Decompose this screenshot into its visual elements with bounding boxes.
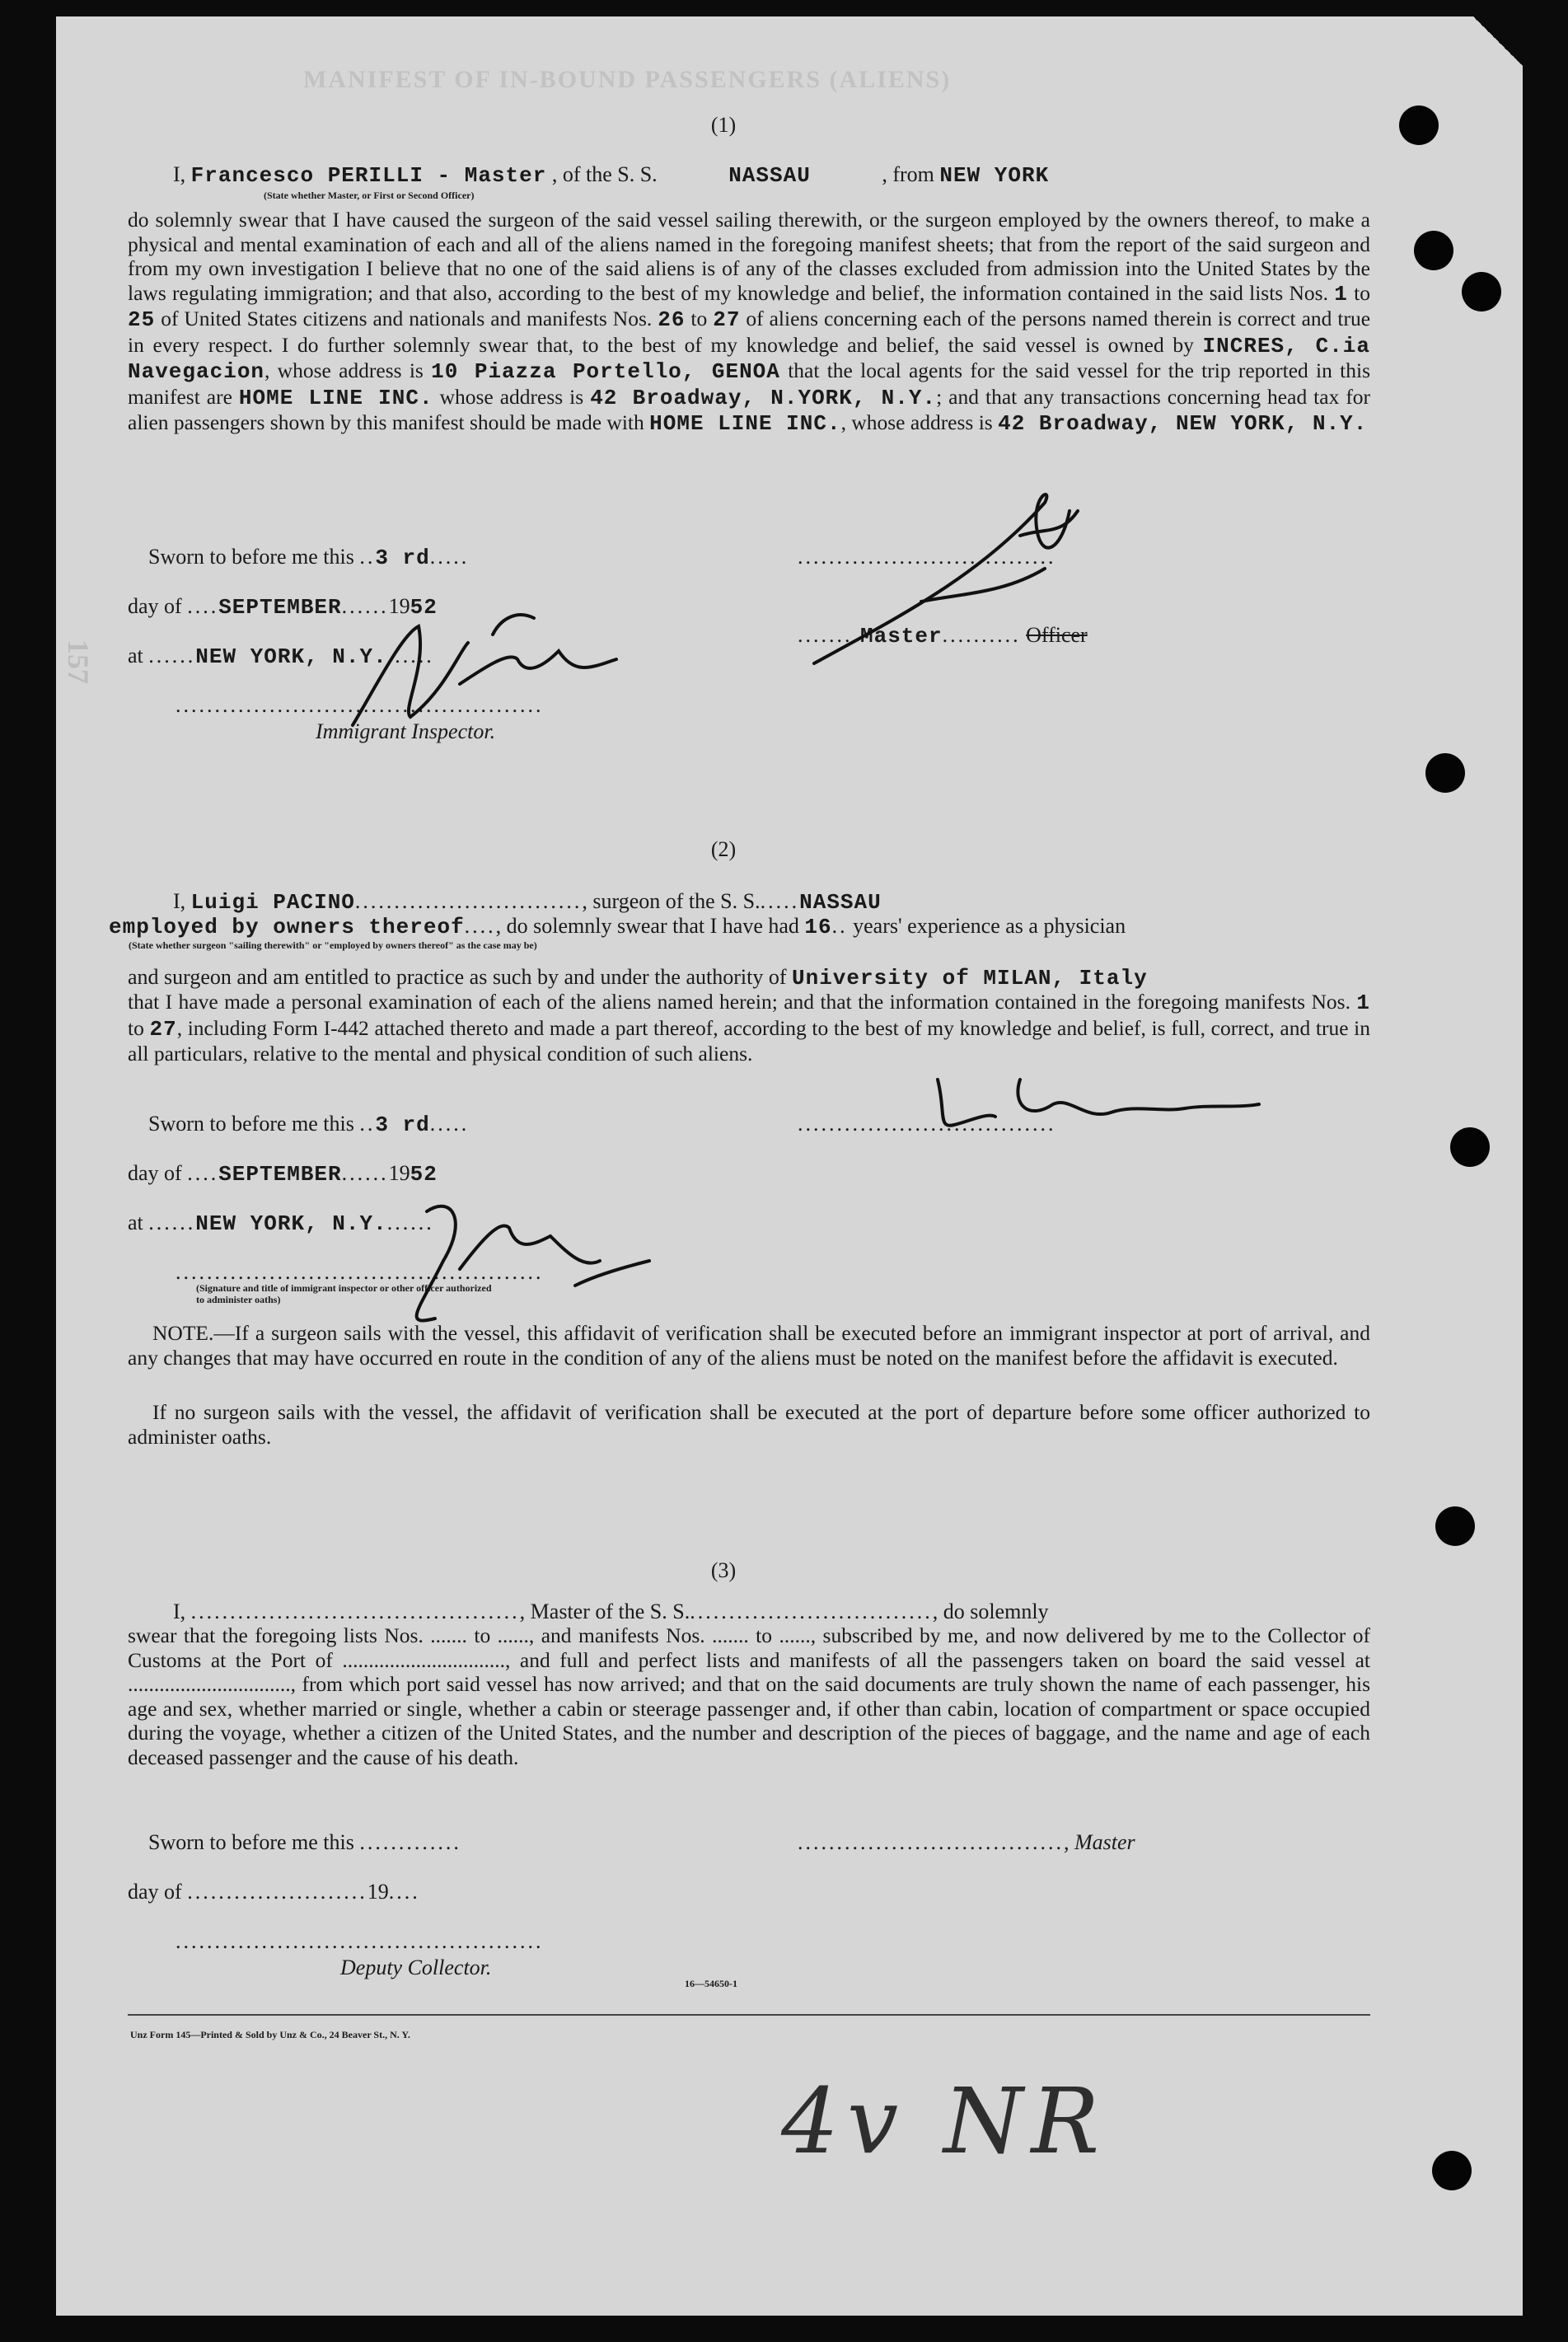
deputy-dotted: ............................................... [176,1929,544,1953]
text: , do solemnly swear that I have had [495,914,799,938]
place: NEW YORK, N.Y. [195,644,387,669]
sec3-paragraph [128,1623,1370,1769]
text: , whose address is [264,358,424,382]
day-of-line: day of ....SEPTEMBER......1952 [128,1161,438,1187]
officer-struck: Officer [1026,623,1088,647]
manifest-to: 27 [149,1016,177,1042]
text: 19 [388,594,410,618]
field-note: (State whether surgeon "sailing therewith" or "employed by owners thereof" as the case may be) [129,939,537,951]
sworn-day: 3 rd [375,1112,430,1137]
master-name: Francesco PERILLI - Master [190,163,547,188]
footer-rule [128,2014,1370,2016]
sec3-line1: I, .........................................., Master of the S. S................................, do solemnly [173,1600,1049,1623]
text: Sworn to before me this [148,1112,354,1136]
list-from: 1 [1334,281,1348,307]
manifest-from: 1 [1356,991,1371,1015]
text: to [690,307,708,330]
day-of-line: day of .......................19.... [128,1880,420,1904]
master-signature [798,478,1094,667]
deputy-title: Deputy Collector. [340,1956,492,1979]
text: If no surgeon sails with the vessel, the affidavit of verification shall be executed at the port of departure before some officer authorized to administer oaths. [128,1400,1370,1449]
owner-address: 10 Piazza Portello, GENOA [431,359,780,384]
master-sig-line: .................................., Master [798,1830,1135,1854]
vessel-name: NASSAU [728,163,811,188]
section-number: (1) [710,113,737,137]
text: whose address is [439,384,584,409]
list-to: 25 [128,307,156,332]
sec1-paragraph [128,208,1370,437]
year: 52 [410,1162,438,1187]
text: , including Form I-442 attached thereto and made a part thereof, according to the best of my knowledge and belief, is full, correct, and true in all particulars, relative to the mental and physical condition of such aliens. [128,1015,1371,1066]
vessel-name: NASSAU [799,890,882,915]
handwritten-note: 4v NR [781,2068,1108,2174]
sec1-line1 [173,162,1049,189]
text: and surgeon and am entitled to practice as such by and under the authority of [128,965,787,989]
month: SEPTEMBER [218,595,342,620]
form-code: 16—54650-1 [685,1978,737,1989]
punch-hole [1462,272,1501,311]
sec2-paragraph [128,990,1370,1066]
tax-address: 42 Broadway, NEW YORK, N.Y. [998,411,1368,436]
text: I, [173,889,186,913]
sec2-line2: employed by owners thereof...., do solemnly swear that I have had 16.. years' experience as a physician [109,914,1126,939]
master-label: Master [860,624,943,649]
employed-by: employed by owners thereof [109,915,465,939]
text: 19 [367,1880,389,1904]
document-page [56,16,1523,2316]
place: NEW YORK, N.Y. [195,1211,387,1236]
text: of aliens concerning each of the persons named therein is correct and true in every respect. I do further solemnly swear that, to the best of my knowledge and belief, the said vessel is owned by [128,307,1371,357]
authority: University of MILAN, Italy [792,966,1148,991]
text: ; and that any transactions concerning head tax for alien passengers shown by this manifest should be made with [128,384,1371,434]
note-paragraph [128,1321,1370,1370]
master-label: , Master [1064,1830,1135,1854]
field-note: (State whether Master, or First or Second Officer) [264,190,475,201]
text: day of [128,1880,182,1904]
text: , whose address is [840,410,993,434]
vessel-owner: INCRES, C.ia Navegacion [128,333,1371,384]
sec2-line1: I, Luigi PACINO............................., surgeon of the S. S......NASSAU [173,889,882,915]
officer-signature [369,1187,666,1335]
text: Sworn to before me this [148,545,354,569]
punch-hole [1399,105,1439,145]
text: do solemnly swear that I have caused the surgeon of the said vessel sailing therewith, or the surgeon employed by the owners thereof, to make a physical and mental examination of each and all of the aliens named in the foregoing manifest sheets; that from the report of the said surgeon and from my own investigation I believe that no one of the said aliens is of any of the classes excluded from admission into the United States by the laws regulating immigration; and that also, according to the best of my knowledge and belief, the information contained in the said lists Nos. [128,208,1370,305]
inspector-dotted: ............................................... [176,693,544,717]
sworn-line: Sworn to before me this ..3 rd..... [148,1112,470,1137]
text: —If a surgeon sails with the vessel, this affidavit of verification shall be executed before an immigrant inspector at port of arrival, and any changes that may have occurred en route in the condition of any of the aliens must be noted on the manifest before the affidavit is executed. [128,1321,1370,1370]
surgeon-name: Luigi PACINO [190,890,355,915]
sec2-line3 [128,964,1148,991]
note-head: NOTE. [152,1321,214,1345]
text: I, [173,162,186,186]
text: that I have made a personal examination of each of the aliens named herein; and that the information contained in the foregoing manifests Nos. [128,990,1350,1014]
text: day of [128,1161,182,1185]
punch-hole [1414,231,1453,270]
punch-hole [1425,753,1465,793]
punch-hole [1435,1506,1475,1546]
inspector-signature [328,602,658,742]
faded-header: MANIFEST OF IN-BOUND PASSENGERS (ALIENS) [303,66,952,93]
master-sig-dotted: ................................. [798,545,1056,569]
sworn-line: Sworn to before me this ..3 rd..... [148,545,470,570]
manifest-from: 26 [658,307,686,332]
text: at [128,1211,143,1234]
text: to [128,1015,144,1040]
section-number: (3) [710,1558,737,1582]
sworn-day: 3 rd [375,546,430,570]
from-port: NEW YORK [939,163,1050,188]
text: , from [882,162,934,186]
master-signature-line: ........Master.......... Officer [798,623,1088,649]
text: , Master of the S. S. [519,1600,690,1623]
inspector-title: Immigrant Inspector. [316,719,496,743]
text: 19 [388,1161,410,1185]
punch-hole [1432,2151,1472,2190]
year: 52 [410,595,438,620]
section-number: (2) [710,837,737,861]
punch-hole [1450,1127,1490,1167]
manifest-to: 27 [713,307,741,332]
local-agents: HOME LINE INC. [238,385,433,410]
text: years' experience as a physician [853,914,1126,938]
surgeon-signature [921,1063,1267,1137]
text: to [1354,280,1371,305]
text: of United States citizens and nationals and manifests Nos. [161,307,653,330]
officer-dotted: ............................................... [176,1260,544,1284]
text: I, [173,1600,186,1623]
agent-address: 42 Broadway, N.YORK, N.Y. [590,385,937,410]
text: at [128,644,143,667]
day-of-line: day of ....SEPTEMBER......1952 [128,594,438,620]
text: , of the S. S. [551,162,658,186]
text: day of [128,594,182,618]
sworn-line: Sworn to before me this ............. [148,1830,461,1854]
text: , do solemnly [932,1600,1049,1623]
signature-note: (Signature and title of immigrant inspector or other officer authorized to administer oaths) [196,1282,492,1305]
tax-agent: HOME LINE INC. [649,411,841,436]
text: swear that the foregoing lists Nos. ....... to ......, and manifests Nos. ....... to ......, subscribed by me, and now delivered by me to the Collector of Customs at the Port of ..............................., and full and perfect lists and manifests of all the passengers taken on board the said vessel at ..............................., from which port said vessel has now arrived; and that on the said documents are truly shown the name of each passenger, his age and sex, whether married or single, whether a cabin or steerage passenger and, if other than cabin, location of compartment or space occupied during the voyage, whether a citizen of the United States, and the number and description of the pieces of baggage, and the name and age of each deceased passenger and the cause of his death. [128,1623,1370,1769]
at-line: at ......NEW YORK, N.Y....... [128,644,434,669]
text: Sworn to before me this [148,1830,354,1854]
years-experience: 16 [804,915,832,939]
side-mark: 157 [62,639,95,684]
printer-line: Unz Form 145—Printed & Sold by Unz & Co., 24 Beaver St., N. Y. [130,2029,410,2040]
note-paragraph-2 [128,1400,1370,1449]
text: , surgeon of the S. S. [582,889,761,913]
at-line: at ......NEW YORK, N.Y....... [128,1211,434,1236]
text: that the local agents for the said vessel for the trip reported in this manifest are [128,358,1371,409]
month: SEPTEMBER [218,1162,342,1187]
surgeon-sig-dotted: ................................. [798,1112,1056,1136]
